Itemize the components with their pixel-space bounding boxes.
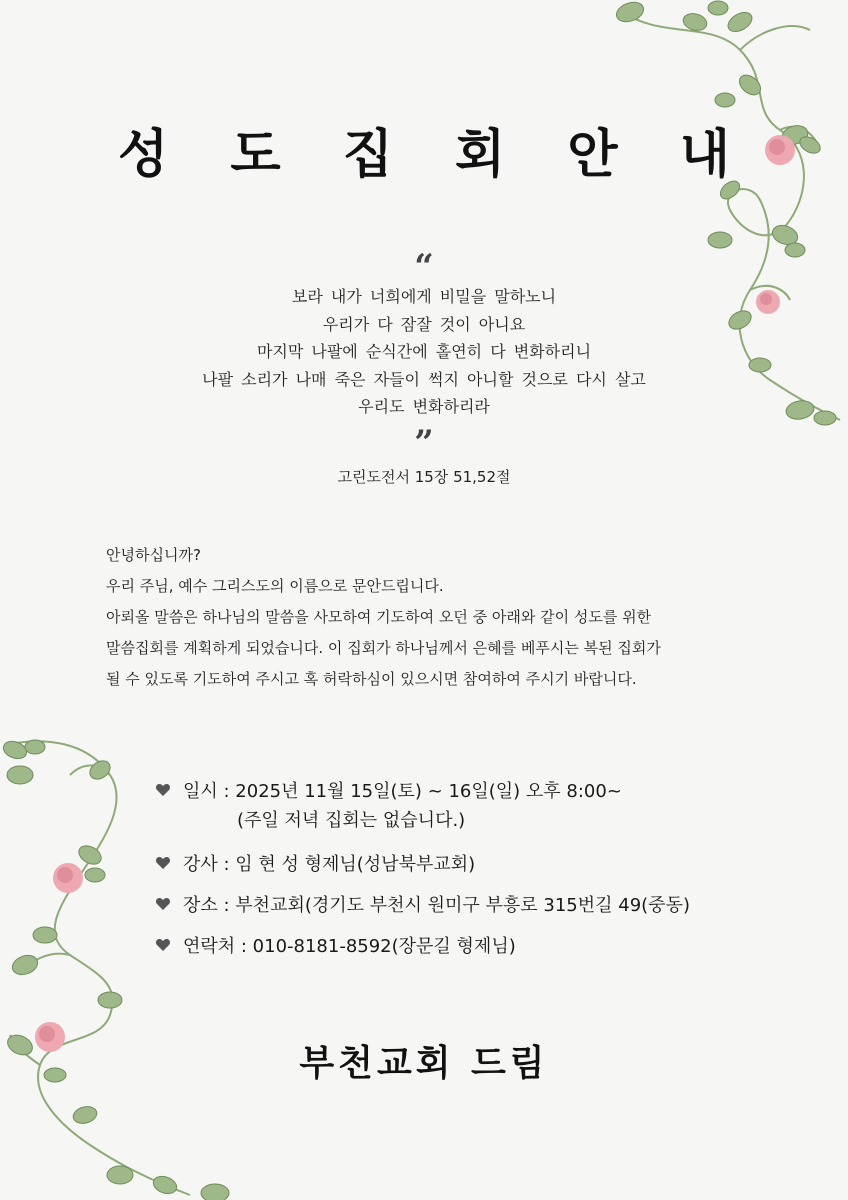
detail-place-text: 장소 : 부천교회(경기도 부천시 원미구 부흥로 315번길 49(중동) <box>183 895 690 916</box>
greeting-line: 될 수 있도록 기도하여 주시고 혹 허락하심이 있으시면 참여하여 주시기 바랍니다. <box>106 670 637 688</box>
verse-reference: 고린도전서 15장 51,52절 <box>337 468 511 486</box>
greeting-line: 말씀집회를 계획하게 되었습니다. 이 집회가 하나님께서 은혜를 베푸시는 복된 집회가 <box>106 639 661 657</box>
verse-line: 나팔 소리가 나매 죽은 자들이 썩지 아니할 것으로 다시 살고 <box>202 369 646 389</box>
greeting-line: 아뢰올 말씀은 하나님의 말씀을 사모하여 기도하여 오던 중 아래와 같이 성도를 위한 <box>106 608 652 626</box>
bible-verse <box>0 283 848 421</box>
verse-line: 우리가 다 잠잘 것이 아니요 <box>322 314 526 334</box>
heart-icon <box>155 855 171 871</box>
detail-contact-text: 연락처 : 010-8181-8592(장문길 형제님) <box>183 936 516 957</box>
detail-contact <box>155 929 795 961</box>
greeting-paragraph <box>106 540 746 695</box>
detail-date-note: (주일 저녁 집회는 없습니다.) <box>237 810 466 831</box>
detail-date-text: 일시 : 2025년 11월 15일(토) ~ 16일(일) 오후 8:00~ <box>183 781 622 802</box>
detail-place <box>155 888 795 920</box>
page-title: 성 도 집 회 안 내 <box>118 124 752 185</box>
detail-speaker-text: 강사 : 임 현 성 형제님(성남북부교회) <box>183 854 476 875</box>
heart-icon <box>155 937 171 953</box>
heart-icon <box>155 782 171 798</box>
verse-line: 보라 내가 너희에게 비밀을 말하노니 <box>291 287 557 306</box>
event-details <box>155 774 795 970</box>
detail-speaker <box>155 847 795 879</box>
sender-signature: 부천교회 드림 <box>299 1042 549 1084</box>
quote-open-icon: “ <box>414 247 434 287</box>
verse-line: 마지막 나팔에 순식간에 홀연히 다 변화하리니 <box>256 342 592 361</box>
greeting-line: 안녕하십니까? <box>106 546 201 564</box>
heart-icon <box>155 896 171 912</box>
verse-line: 우리도 변화하리라 <box>358 397 490 416</box>
greeting-line: 우리 주님, 예수 그리스도의 이름으로 문안드립니다. <box>106 577 444 595</box>
quote-close-icon: ” <box>414 423 434 463</box>
detail-date <box>155 774 795 806</box>
